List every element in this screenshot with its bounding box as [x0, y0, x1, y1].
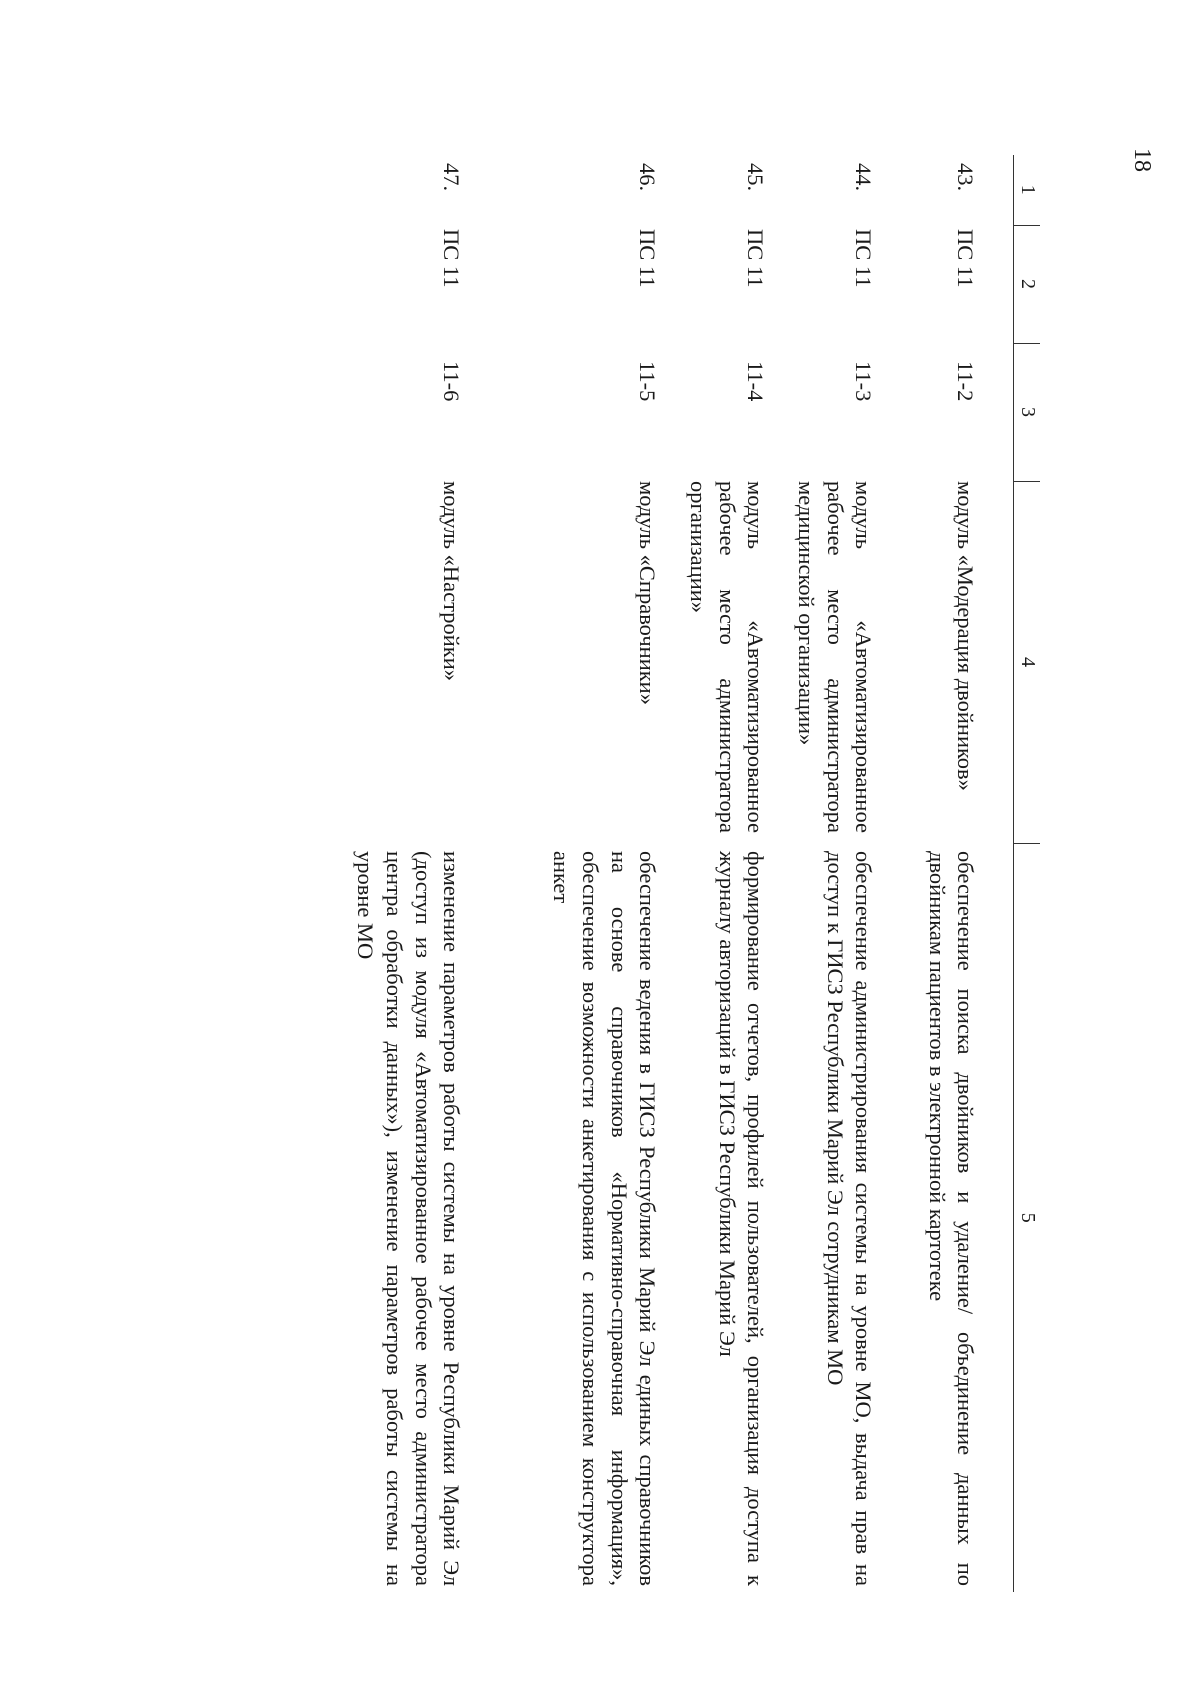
- row-description: обеспечение ведения в ГИСЗ Республики Марий Эл единых справочников на основе справочников «Нормативно-справочная информация», обеспечение возможности анкетирования с использованием конструктора анкет: [549, 851, 661, 1586]
- row-code: 11-5: [635, 361, 661, 402]
- row-description: обеспечение администрирования системы на уровне МО, выдача прав на доступ к ГИСЗ Республики Марий Эл сотрудникам МО: [822, 851, 877, 1586]
- row-system: ПС 11: [635, 229, 661, 288]
- row-system: ПС 11: [743, 229, 769, 288]
- row-module: модуль «Модерация двойников»: [953, 481, 979, 791]
- row-code: 11-3: [851, 361, 877, 402]
- row-system: ПС 11: [439, 229, 465, 288]
- row-number: 45.: [743, 163, 769, 192]
- row-system: ПС 11: [953, 229, 979, 288]
- table-row: [673, 155, 781, 1592]
- table-row: [325, 155, 477, 1592]
- row-number: 44.: [851, 163, 877, 192]
- page-number: 18: [1129, 148, 1155, 172]
- row-code: 11-4: [743, 361, 769, 402]
- row-description: формирование отчетов, профилей пользователей, организация доступа к журналу авторизаций в ГИСЗ Республики Марий Эл: [714, 851, 769, 1586]
- table-row: [477, 155, 673, 1592]
- header-row: [1014, 155, 1040, 1592]
- table-body: [325, 155, 1014, 1592]
- row-module: модуль «Настройки»: [439, 481, 465, 682]
- row-module: модуль «Автоматизированное рабочее место администратора организации»: [685, 481, 769, 833]
- table-row: [889, 155, 1014, 1592]
- row-number: 43.: [953, 163, 979, 192]
- table: [325, 155, 1040, 1592]
- row-code: 11-2: [953, 361, 979, 402]
- registry-table: [208, 155, 1040, 1592]
- header-col-4: 4: [1014, 481, 1040, 843]
- row-number: 46.: [635, 163, 661, 192]
- row-description: обеспечение поиска двойников и удаление/ объединение данных по двойникам пациентов в электронной картотеке: [924, 851, 979, 1586]
- header-col-5: 5: [1014, 843, 1040, 1592]
- row-module: модуль «Справочники»: [635, 481, 661, 705]
- table-header: [1014, 155, 1040, 1592]
- row-code: 11-6: [439, 361, 465, 402]
- row-number: 47.: [439, 163, 465, 192]
- header-col-2: 2: [1014, 225, 1040, 343]
- row-description: изменение параметров работы системы на уровне Республики Марий Эл (доступ из модуля «Автоматизированное рабочее место администратора центра обработки данных»), изменение параметров работы системы на уровне МО: [353, 851, 465, 1586]
- row-module: модуль «Автоматизированное рабочее место администратора медицинской организации»: [793, 481, 877, 833]
- header-col-3: 3: [1014, 343, 1040, 481]
- row-system: ПС 11: [851, 229, 877, 288]
- header-col-1: 1: [1014, 155, 1040, 225]
- table-row: [781, 155, 889, 1592]
